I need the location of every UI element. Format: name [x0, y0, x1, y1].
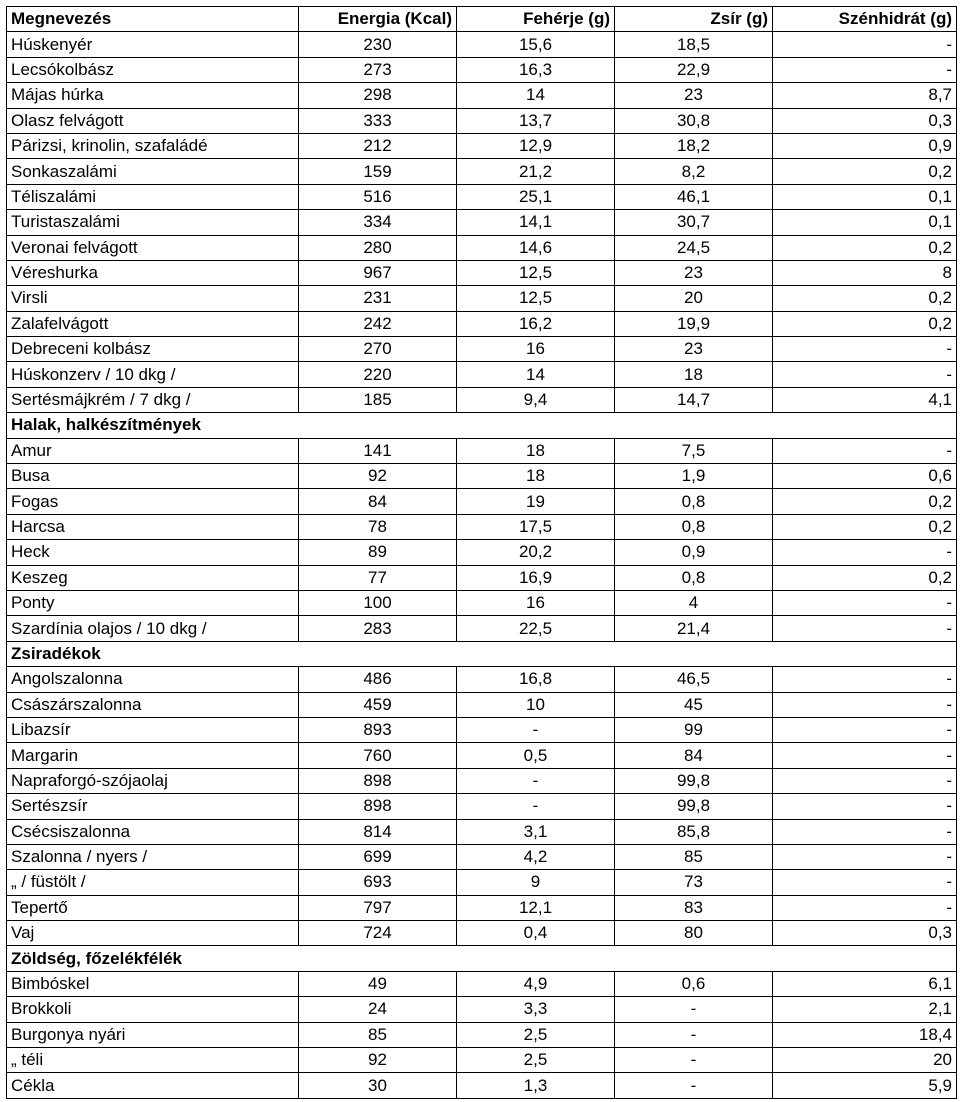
cell-name: Libazsír	[7, 717, 299, 742]
table-row	[7, 210, 957, 235]
cell-protein: 16,9	[457, 565, 615, 590]
cell-energy: 693	[299, 870, 457, 895]
cell-energy: 283	[299, 616, 457, 641]
cell-protein: 22,5	[457, 616, 615, 641]
table-row	[7, 260, 957, 285]
cell-energy: 898	[299, 768, 457, 793]
cell-energy: 459	[299, 692, 457, 717]
cell-energy: 159	[299, 159, 457, 184]
table-row	[7, 616, 957, 641]
cell-fat: 22,9	[615, 57, 773, 82]
cell-fat: 8,2	[615, 159, 773, 184]
table-row	[7, 667, 957, 692]
cell-protein: 14	[457, 83, 615, 108]
cell-fat: 18,2	[615, 133, 773, 158]
cell-carbohydrate: -	[773, 717, 957, 742]
table-row	[7, 133, 957, 158]
cell-carbohydrate: 4,1	[773, 387, 957, 412]
cell-name: Sertészsír	[7, 794, 299, 819]
cell-fat: -	[615, 1073, 773, 1098]
cell-energy: 85	[299, 1022, 457, 1047]
cell-name: Brokkoli	[7, 997, 299, 1022]
cell-energy: 486	[299, 667, 457, 692]
cell-carbohydrate: -	[773, 590, 957, 615]
cell-protein: 0,4	[457, 921, 615, 946]
table-row	[7, 489, 957, 514]
table-row	[7, 235, 957, 260]
table-row	[7, 83, 957, 108]
table-row	[7, 692, 957, 717]
cell-carbohydrate: 2,1	[773, 997, 957, 1022]
cell-fat: 30,7	[615, 210, 773, 235]
cell-fat: 0,8	[615, 565, 773, 590]
cell-energy: 24	[299, 997, 457, 1022]
table-row	[7, 362, 957, 387]
cell-protein: 18	[457, 464, 615, 489]
table-row	[7, 387, 957, 412]
table-row	[7, 1048, 957, 1073]
cell-name: Busa	[7, 464, 299, 489]
cell-energy: 893	[299, 717, 457, 742]
cell-carbohydrate: -	[773, 540, 957, 565]
cell-carbohydrate: 0,3	[773, 921, 957, 946]
cell-protein: 19	[457, 489, 615, 514]
cell-fat: 14,7	[615, 387, 773, 412]
cell-carbohydrate: -	[773, 794, 957, 819]
cell-protein: 20,2	[457, 540, 615, 565]
cell-energy: 967	[299, 260, 457, 285]
cell-fat: 80	[615, 921, 773, 946]
table-row	[7, 540, 957, 565]
cell-energy: 100	[299, 590, 457, 615]
cell-energy: 333	[299, 108, 457, 133]
table-row	[7, 743, 957, 768]
section-row	[7, 413, 957, 438]
cell-protein: 17,5	[457, 514, 615, 539]
cell-protein: 10	[457, 692, 615, 717]
cell-protein: -	[457, 768, 615, 793]
cell-carbohydrate: -	[773, 616, 957, 641]
cell-fat: 83	[615, 895, 773, 920]
table-row	[7, 895, 957, 920]
cell-carbohydrate: -	[773, 895, 957, 920]
cell-energy: 273	[299, 57, 457, 82]
cell-name: Cékla	[7, 1073, 299, 1098]
cell-energy: 30	[299, 1073, 457, 1098]
cell-carbohydrate: -	[773, 692, 957, 717]
cell-protein: 12,9	[457, 133, 615, 158]
cell-fat: 0,9	[615, 540, 773, 565]
cell-carbohydrate: 18,4	[773, 1022, 957, 1047]
cell-name: Virsli	[7, 286, 299, 311]
cell-carbohydrate: 0,9	[773, 133, 957, 158]
cell-fat: -	[615, 1022, 773, 1047]
cell-fat: -	[615, 1048, 773, 1073]
cell-energy: 141	[299, 438, 457, 463]
cell-name: Ponty	[7, 590, 299, 615]
cell-name: Húskonzerv / 10 dkg /	[7, 362, 299, 387]
cell-protein: 16	[457, 337, 615, 362]
cell-carbohydrate: -	[773, 819, 957, 844]
cell-carbohydrate: -	[773, 768, 957, 793]
table-row	[7, 57, 957, 82]
cell-carbohydrate: -	[773, 438, 957, 463]
cell-fat: 23	[615, 83, 773, 108]
cell-energy: 280	[299, 235, 457, 260]
cell-energy: 230	[299, 32, 457, 57]
table-row	[7, 794, 957, 819]
cell-fat: 45	[615, 692, 773, 717]
cell-energy: 231	[299, 286, 457, 311]
cell-carbohydrate: -	[773, 870, 957, 895]
cell-protein: 16,2	[457, 311, 615, 336]
cell-protein: 9,4	[457, 387, 615, 412]
cell-carbohydrate: 0,2	[773, 286, 957, 311]
cell-carbohydrate: 0,2	[773, 514, 957, 539]
cell-name: Fogas	[7, 489, 299, 514]
cell-fat: 30,8	[615, 108, 773, 133]
cell-name: Zalafelvágott	[7, 311, 299, 336]
cell-protein: 15,6	[457, 32, 615, 57]
header-carbohydrate: Szénhidrát (g)	[773, 7, 957, 32]
cell-protein: 4,2	[457, 844, 615, 869]
cell-fat: 46,1	[615, 184, 773, 209]
cell-energy: 760	[299, 743, 457, 768]
cell-energy: 220	[299, 362, 457, 387]
cell-name: Szardínia olajos / 10 dkg /	[7, 616, 299, 641]
cell-name: Tepertő	[7, 895, 299, 920]
table-row	[7, 844, 957, 869]
cell-name: Sertésmájkrém / 7 dkg /	[7, 387, 299, 412]
table-row	[7, 438, 957, 463]
section-heading: Zsiradékok	[7, 641, 957, 666]
table-row	[7, 768, 957, 793]
cell-carbohydrate: 0,2	[773, 235, 957, 260]
cell-fat: 0,8	[615, 489, 773, 514]
cell-energy: 89	[299, 540, 457, 565]
cell-name: Véreshurka	[7, 260, 299, 285]
table-row	[7, 108, 957, 133]
cell-energy: 92	[299, 464, 457, 489]
cell-carbohydrate: -	[773, 337, 957, 362]
cell-protein: 14	[457, 362, 615, 387]
cell-protein: 9	[457, 870, 615, 895]
cell-name: Amur	[7, 438, 299, 463]
table-row	[7, 464, 957, 489]
cell-name: Angolszalonna	[7, 667, 299, 692]
nutrition-table	[6, 6, 957, 1099]
cell-fat: -	[615, 997, 773, 1022]
cell-carbohydrate: 0,1	[773, 184, 957, 209]
cell-fat: 19,9	[615, 311, 773, 336]
cell-fat: 4	[615, 590, 773, 615]
cell-energy: 84	[299, 489, 457, 514]
table-row	[7, 717, 957, 742]
cell-name: „ téli	[7, 1048, 299, 1073]
cell-protein: 16,3	[457, 57, 615, 82]
cell-carbohydrate: -	[773, 32, 957, 57]
cell-carbohydrate: 0,3	[773, 108, 957, 133]
cell-name: Harcsa	[7, 514, 299, 539]
cell-energy: 49	[299, 971, 457, 996]
cell-carbohydrate: 5,9	[773, 1073, 957, 1098]
table-row	[7, 514, 957, 539]
cell-fat: 21,4	[615, 616, 773, 641]
table-row	[7, 184, 957, 209]
cell-fat: 84	[615, 743, 773, 768]
cell-energy: 699	[299, 844, 457, 869]
cell-energy: 516	[299, 184, 457, 209]
cell-carbohydrate: 0,2	[773, 159, 957, 184]
cell-carbohydrate: -	[773, 667, 957, 692]
cell-name: Napraforgó-szójaolaj	[7, 768, 299, 793]
cell-protein: 12,1	[457, 895, 615, 920]
table-row	[7, 921, 957, 946]
table-row	[7, 311, 957, 336]
cell-fat: 24,5	[615, 235, 773, 260]
cell-protein: -	[457, 794, 615, 819]
cell-carbohydrate: 0,2	[773, 311, 957, 336]
cell-protein: 16	[457, 590, 615, 615]
cell-fat: 23	[615, 337, 773, 362]
cell-fat: 0,6	[615, 971, 773, 996]
table-row	[7, 1022, 957, 1047]
cell-name: Burgonya nyári	[7, 1022, 299, 1047]
header-row	[7, 7, 957, 32]
cell-name: Szalonna / nyers /	[7, 844, 299, 869]
cell-carbohydrate: 0,2	[773, 489, 957, 514]
cell-energy: 185	[299, 387, 457, 412]
cell-name: Májas húrka	[7, 83, 299, 108]
section-heading: Halak, halkészítmények	[7, 413, 957, 438]
cell-name: Olasz felvágott	[7, 108, 299, 133]
cell-name: Vaj	[7, 921, 299, 946]
cell-name: Téliszalámi	[7, 184, 299, 209]
cell-protein: 21,2	[457, 159, 615, 184]
header-protein: Fehérje (g)	[457, 7, 615, 32]
table-row	[7, 337, 957, 362]
cell-energy: 212	[299, 133, 457, 158]
cell-fat: 46,5	[615, 667, 773, 692]
cell-protein: 14,6	[457, 235, 615, 260]
cell-protein: 4,9	[457, 971, 615, 996]
cell-protein: 1,3	[457, 1073, 615, 1098]
cell-carbohydrate: -	[773, 362, 957, 387]
cell-carbohydrate: -	[773, 844, 957, 869]
cell-energy: 242	[299, 311, 457, 336]
cell-energy: 92	[299, 1048, 457, 1073]
cell-carbohydrate: -	[773, 743, 957, 768]
cell-name: Turistaszalámi	[7, 210, 299, 235]
cell-fat: 0,8	[615, 514, 773, 539]
header-name: Megnevezés	[7, 7, 299, 32]
cell-name: Párizsi, krinolin, szafaládé	[7, 133, 299, 158]
table-row	[7, 32, 957, 57]
cell-fat: 85	[615, 844, 773, 869]
cell-fat: 99,8	[615, 794, 773, 819]
cell-energy: 78	[299, 514, 457, 539]
header-fat: Zsír (g)	[615, 7, 773, 32]
table-row	[7, 590, 957, 615]
cell-energy: 77	[299, 565, 457, 590]
cell-protein: 12,5	[457, 260, 615, 285]
cell-name: Debreceni kolbász	[7, 337, 299, 362]
cell-fat: 7,5	[615, 438, 773, 463]
cell-fat: 1,9	[615, 464, 773, 489]
section-heading: Zöldség, főzelékfélék	[7, 946, 957, 971]
cell-carbohydrate: 0,2	[773, 565, 957, 590]
cell-name: Heck	[7, 540, 299, 565]
cell-name: Csécsiszalonna	[7, 819, 299, 844]
cell-protein: -	[457, 717, 615, 742]
cell-protein: 14,1	[457, 210, 615, 235]
cell-protein: 2,5	[457, 1048, 615, 1073]
cell-carbohydrate: 20	[773, 1048, 957, 1073]
table-body	[7, 32, 957, 1098]
cell-protein: 16,8	[457, 667, 615, 692]
table-row	[7, 159, 957, 184]
cell-carbohydrate: -	[773, 57, 957, 82]
cell-fat: 73	[615, 870, 773, 895]
cell-carbohydrate: 8	[773, 260, 957, 285]
cell-name: Keszeg	[7, 565, 299, 590]
cell-energy: 898	[299, 794, 457, 819]
cell-energy: 298	[299, 83, 457, 108]
section-row	[7, 946, 957, 971]
cell-fat: 18,5	[615, 32, 773, 57]
cell-carbohydrate: 8,7	[773, 83, 957, 108]
cell-protein: 2,5	[457, 1022, 615, 1047]
cell-carbohydrate: 0,1	[773, 210, 957, 235]
cell-fat: 20	[615, 286, 773, 311]
table-row	[7, 565, 957, 590]
table-row	[7, 1073, 957, 1098]
section-row	[7, 641, 957, 666]
cell-name: Sonkaszalámi	[7, 159, 299, 184]
cell-protein: 3,3	[457, 997, 615, 1022]
cell-energy: 724	[299, 921, 457, 946]
cell-fat: 18	[615, 362, 773, 387]
cell-energy: 270	[299, 337, 457, 362]
cell-protein: 18	[457, 438, 615, 463]
cell-carbohydrate: 6,1	[773, 971, 957, 996]
table-row	[7, 819, 957, 844]
cell-protein: 3,1	[457, 819, 615, 844]
table-row	[7, 286, 957, 311]
cell-protein: 25,1	[457, 184, 615, 209]
cell-name: „ / füstölt /	[7, 870, 299, 895]
cell-fat: 85,8	[615, 819, 773, 844]
cell-energy: 814	[299, 819, 457, 844]
cell-name: Lecsókolbász	[7, 57, 299, 82]
table-row	[7, 971, 957, 996]
cell-fat: 23	[615, 260, 773, 285]
cell-energy: 797	[299, 895, 457, 920]
cell-energy: 334	[299, 210, 457, 235]
cell-name: Veronai felvágott	[7, 235, 299, 260]
cell-name: Császárszalonna	[7, 692, 299, 717]
header-energy: Energia (Kcal)	[299, 7, 457, 32]
cell-carbohydrate: 0,6	[773, 464, 957, 489]
cell-protein: 12,5	[457, 286, 615, 311]
cell-name: Margarin	[7, 743, 299, 768]
table-row	[7, 997, 957, 1022]
cell-fat: 99	[615, 717, 773, 742]
cell-protein: 0,5	[457, 743, 615, 768]
cell-protein: 13,7	[457, 108, 615, 133]
cell-fat: 99,8	[615, 768, 773, 793]
table-row	[7, 870, 957, 895]
cell-name: Bimbóskel	[7, 971, 299, 996]
cell-name: Húskenyér	[7, 32, 299, 57]
